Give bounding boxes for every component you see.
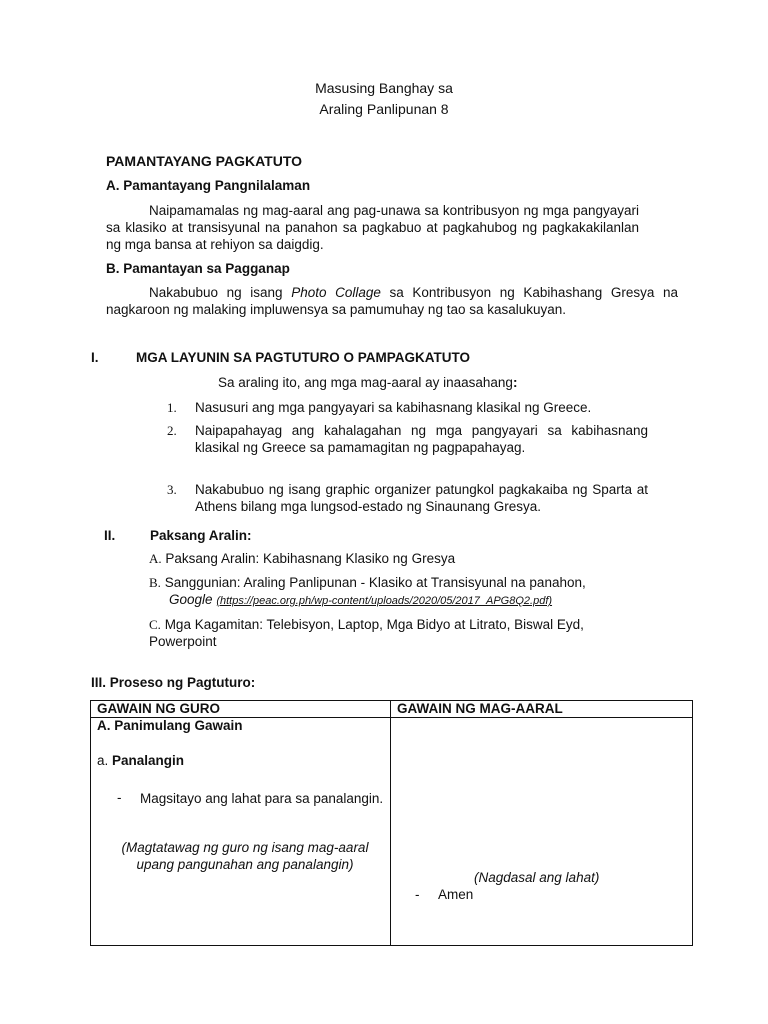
paksa-item-a-text: Paksang Aralin: Kabihasnang Klasiko ng Gresya — [165, 551, 456, 566]
proseso-heading: III. Proseso ng Pagtuturo: — [91, 675, 256, 690]
pamantayan-a-text: Naipamamalas ng mag-aaral ang pag-unawa sa kontribusyon ng mga pangyayari sa klasiko at transisyunal na panahon sa pagkabuo at pagkahubog ng pagkakakilanlan ng mga bansa at rehiyon sa daigdig. — [106, 203, 639, 252]
panalangin-text: Panalangin — [112, 753, 185, 768]
paksa-heading: Paksang Aralin: — [150, 528, 252, 543]
panalangin-letter: a. — [97, 753, 109, 768]
student-dash: - — [415, 887, 420, 902]
panimulang-gawain: A. Panimulang Gawain — [97, 718, 243, 733]
layunin-item-3: Nakabubuo ng isang graphic organizer patungkol pagkakaiba ng Sparta at Athens bilang mga lungsod-estado ng Sinaunang Gresya. — [195, 482, 648, 514]
paksa-item-b-source — [169, 592, 552, 607]
layunin-heading: MGA LAYUNIN SA PAGTUTURO O PAMPAGKATUTO — [136, 350, 470, 365]
table-header-row — [91, 701, 693, 718]
guro-instruction: Magsitayo ang lahat para sa panalangin. — [140, 791, 384, 806]
layunin-item-3-num: 3. — [167, 482, 177, 497]
layunin-item-2-num: 2. — [167, 423, 177, 438]
student-reply: Amen — [438, 887, 474, 902]
layunin-intro-text: Sa araling ito, ang mga mag-aaral ay inaasahang — [218, 375, 513, 390]
paksa-item-b-text: Sanggunian: Araling Panlipunan - Klasiko at Transisyunal na panahon, — [164, 575, 586, 590]
layunin-intro-colon: : — [512, 375, 518, 390]
paksa-item-c-letter: C. — [149, 617, 161, 632]
col-guro-header: GAWAIN NG GURO — [91, 701, 391, 718]
guro-note: (Magtatawag ng guro ng isang mag-aaral upang pangunahan ang panalangin) — [121, 840, 369, 872]
layunin-item-2: Naipapahayag ang kahalagahan ng mga pangyayari sa kabihasnang klasikal ng Greece sa pamamagitan ng pagpapahayag. — [195, 423, 648, 455]
pamantayan-b-text — [106, 284, 678, 318]
student-note: (Nagdasal ang lahat) — [474, 870, 600, 885]
page-title-line2: Araling Panlipunan 8 — [319, 101, 449, 117]
paksa-item-a-letter: A. — [149, 551, 162, 566]
layunin-numeral: I. — [91, 350, 99, 365]
layunin-intro — [218, 375, 517, 390]
page-title-line1: Masusing Banghay sa — [315, 80, 453, 96]
pamantayan-b-post: sa Kontribusyon ng Kabihashang Gresya na nagkaroon ng malaking impluwensya sa pamumuhay ng tao sa kasalukuyan. — [106, 285, 678, 317]
pamantayan-b-pre: Nakabubuo ng isang — [149, 285, 283, 300]
paksa-item-c — [149, 616, 649, 650]
source-link[interactable]: (https://peac.org.ph/wp-content/uploads/2020/05/2017_APG8Q2.pdf) — [216, 595, 553, 607]
table-row — [91, 718, 693, 946]
layunin-item-1: Nasusuri ang mga pangyayari sa kabihasnang klasikal ng Greece. — [195, 400, 592, 415]
col-mag-aaral-header: GAWAIN NG MAG-AARAL — [391, 701, 693, 718]
paksa-item-c-text: Mga Kagamitan: Telebisyon, Laptop, Mga Bidyo at Litrato, Biswal Eyd, Powerpoint — [149, 617, 584, 649]
pamantayan-heading: PAMANTAYANG PAGKATUTO — [106, 153, 303, 169]
paksa-numeral: II. — [104, 528, 116, 543]
mag-aaral-cell — [391, 718, 693, 946]
layunin-item-1-num: 1. — [167, 400, 177, 415]
google-source: Google — [169, 592, 213, 607]
paksa-item-b-letter: B. — [149, 575, 161, 590]
paksa-item-a — [149, 551, 455, 567]
guro-cell — [91, 718, 391, 946]
panalangin-label — [97, 753, 184, 768]
pamantayan-a-heading: A. Pamantayang Pangnilalaman — [106, 178, 311, 193]
pamantayan-b-heading: B. Pamantayan sa Pagganap — [106, 261, 290, 276]
photo-collage-emphasis: Photo Collage — [291, 285, 381, 300]
proseso-table — [90, 700, 693, 946]
paksa-item-b — [149, 575, 586, 591]
guro-dash: - — [117, 790, 122, 805]
